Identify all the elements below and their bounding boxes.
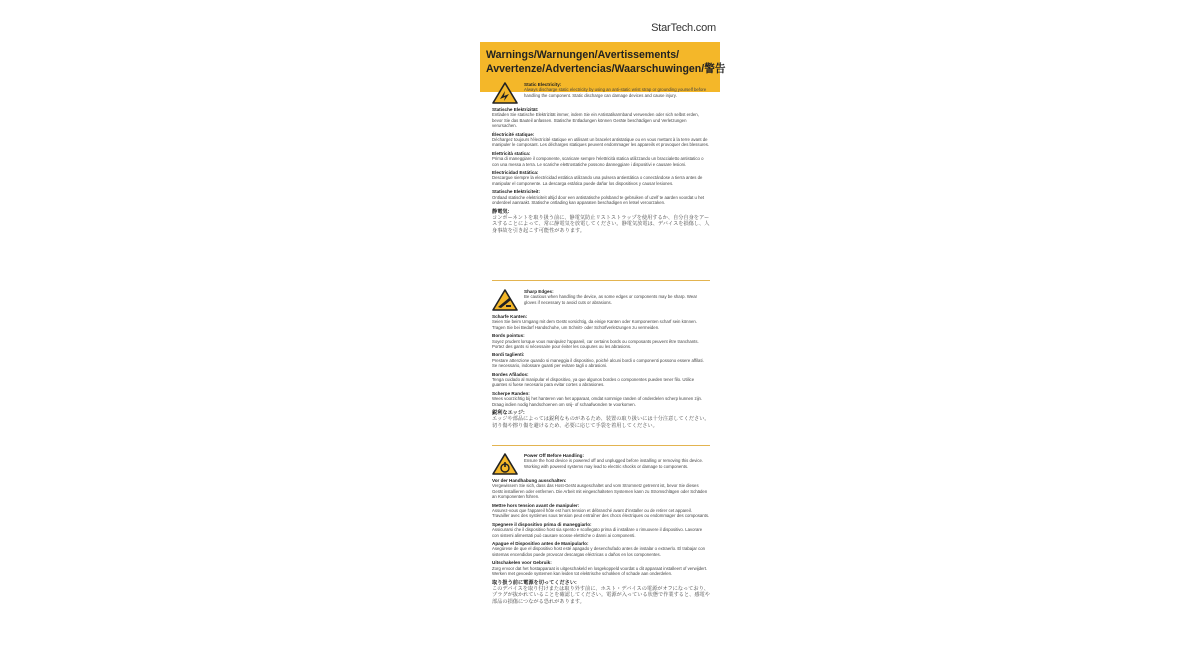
block-text: Prima di maneggiare il componente, scaricare sempre l'elettricità statica utilizzando un braccialetto antistatico o con una messa a terra. Le scariche elettrostatiche possono danneggiare i dispositivi e causare lesioni.	[492, 156, 704, 167]
block-title: 静電気:	[492, 208, 510, 215]
warning-block-es	[492, 372, 710, 388]
block-title: 取り扱う前に電源を切ってください:	[492, 579, 577, 586]
warning-block-nl	[492, 189, 710, 205]
block-title: Statische Elektriciteit:	[492, 189, 540, 195]
block-title: Apague el Dispositivo antes de Manipularlo:	[492, 541, 589, 547]
warnings-sheet	[480, 22, 726, 662]
block-text: Assurez-vous que l'appareil hôte est hors tension et débranché avant d'installer ou de retirer cet appareil. Travailler avec des systèmes sous tension peut entraîner des chocs électriques ou endommager des composants.	[492, 508, 710, 519]
section-heading: Sharp Edges:	[524, 289, 554, 294]
section-heading: Static Electricity:	[524, 82, 562, 87]
startech-logo: StarTech.com	[651, 22, 716, 34]
warning-block-it	[492, 151, 710, 167]
block-title: Scharfe Kanten:	[492, 314, 528, 319]
warning-block-fr	[492, 503, 710, 519]
sharp-edges-section	[492, 289, 710, 429]
warning-block-it	[492, 522, 710, 538]
block-title: Bords pointus:	[492, 333, 525, 339]
block-title: Mettre hors tension avant de manipuler:	[492, 502, 580, 508]
block-text: エッジや部品によっては鋭利なものがあるため、装置の取り扱いには十分注意してください。切り傷や擦り傷を避けるため、必要に応じて手袋を着用してください。	[492, 416, 710, 429]
block-title: Scherpe Randen:	[492, 390, 530, 396]
block-text: Zorg ervoor dat het hostapparaat is uitgeschakeld en losgekoppeld voordat u dit apparaat installeert of verwijdert. Werken met gevoede systemen kan leiden tot elektrische schokken of schade aan onderdelen.	[492, 565, 708, 577]
section-heading-text: Ensure the host device is powered off and unplugged before installing or removing this device. Working with powered systems may lead to electric shocks or damage to components.	[524, 458, 704, 469]
block-text: Soyez prudent lorsque vous manipulez l'appareil, car certains bords ou composants peuvent être tranchants. Portez des gants si nécessaire pour éviter les coupures ou les abrasions.	[492, 338, 699, 350]
block-title: Électricité statique:	[492, 131, 535, 137]
section-divider	[492, 445, 710, 446]
block-text: Asegúrese de que el dispositivo host esté apagado y desenchufado antes de instalar o extraerlo. El trabajar con sistemas encendidos puede provocar descargas eléctricas o daños en los componentes.	[492, 546, 706, 557]
warning-block-jp	[492, 209, 710, 235]
section-heading: Power Off Before Handling:	[524, 453, 584, 458]
block-text: Descargue siempre la electricidad estática utilizando una pulsera antiestática o conectándose a tierra antes de manipular el componente. La descarga estática puede dañar los dispositivos y causar lesiones.	[492, 175, 703, 186]
block-text: Entladen Sie statische Elektrizität immer, indem Sie ein Antistatikarmband verwenden oder sich selbst erden, bevor Sie das Bauteil anfassen. Statische Entladungen können Geräte beschädigen und Verletzungen verursachen.	[492, 112, 699, 129]
block-title: Elettricità statica:	[492, 150, 531, 156]
warning-block-de	[492, 478, 710, 500]
warning-block-nl	[492, 560, 710, 576]
block-title: Electricidad Estática:	[492, 170, 539, 176]
block-text: Tenga cuidado al manipular el dispositivo, ya que algunos bordes o componentes pueden tener filo. Utilice guantes si fuese necesario para evitar cortes o abrasiones.	[492, 377, 695, 388]
block-title: Bordes Afilados:	[492, 371, 529, 377]
block-title: Spegnere il dispositivo prima di maneggiarlo:	[492, 521, 592, 527]
block-text: このデバイスを取り付けまたは取り外す前に、ホスト・デバイスの電源がオフになっており、プラグが抜かれていることを確認してください。電源が入っている状態で作業すると、感電や部品の損傷につながる恐れがあります。	[492, 585, 710, 605]
block-title: 鋭利なエッジ:	[492, 410, 525, 417]
section-heading-text: Be cautious when handling the device, as some edges or components may be sharp. Wear gloves if necessary to avoid cuts or abrasions.	[524, 294, 698, 305]
warning-block-jp	[492, 580, 710, 606]
block-text: Seien Sie beim Umgang mit dem Gerät vorsichtig, da einige Kanten oder Komponenten scharf sein können. Tragen Sie bei Bedarf Handschuhe, um Schnitt- oder Schürfverletzungen zu vermeiden.	[492, 319, 697, 330]
static-electricity-warning-icon	[492, 82, 518, 104]
power-off-section	[492, 453, 710, 605]
warning-block-it	[492, 352, 710, 368]
block-title: Statische Elektrizität:	[492, 107, 539, 112]
warning-block-es	[492, 170, 710, 186]
block-text: Vergewissern Sie sich, dass das Host-Gerät ausgeschaltet und vom Stromnetz getrennt ist, bevor Sie dieses Gerät installieren oder entfernen. Die Arbeit mit eingeschalteten Systemen kann zu Stromschlägen oder Schäden an Komponenten führen.	[492, 483, 708, 500]
warning-block-fr	[492, 333, 710, 349]
warning-block-jp	[492, 410, 710, 429]
banner-title-line-2: Avvertenze/Advertencias/Waarschuwingen/警告	[486, 63, 726, 75]
warning-block-nl	[492, 391, 710, 407]
block-text: Prestare attenzione quando si maneggia il dispositivo, poiché alcuni bordi o componenti possono essere affilati. Se necessario, indossare guanti per evitare tagli o abrasioni.	[492, 357, 704, 369]
warning-block-de	[492, 107, 710, 129]
warning-block-es	[492, 541, 710, 557]
block-text: Ontlaad statische elektriciteit altijd door een antistatische polsband te gebruiken of uzelf te aarden voordat u het onderdeel aanraakt. Statische ontlading kan apparaten beschadigen en letsel veroorzaken.	[492, 194, 705, 206]
section-heading-text: Always discharge static electricity by using an anti-static wrist strap or grounding yourself before handling the component. Static discharge can damage devices and cause injury.	[524, 87, 707, 98]
banner-title-line-1: Warnings/Warnungen/Avertissements/	[486, 49, 680, 61]
block-title: Bordi taglienti:	[492, 352, 525, 358]
block-text: コンポーネントを取り扱う前に、静電気防止リストストラップを使用するか、自分自身をアースすることによって、常に静電気を放電してください。静電気放電は、デバイスを損傷し、人身事故を引き起こす可能性があります。	[492, 214, 710, 234]
block-title: Uitschakelen voor Gebruik:	[492, 560, 552, 566]
sharp-edges-warning-icon	[492, 289, 518, 311]
warning-block-fr	[492, 132, 710, 148]
block-text: Wees voorzichtig bij het hanteren van het apparaat, omdat sommige randen of onderdelen scherp kunnen zijn. Draag indien nodig handschoenen om snij- of schaafwonden te voorkomen.	[492, 396, 703, 407]
static-electricity-section	[492, 82, 710, 234]
block-text: Déchargez toujours l'électricité statique en utilisant un bracelet antistatique ou en vous mettant à la terre avant de manipuler le composant. Les décharges statiques peuvent endommager les appareils et provoquer des blessures.	[492, 137, 710, 148]
block-title: Vor der Handhabung ausschalten:	[492, 478, 567, 483]
power-off-warning-icon	[492, 453, 518, 475]
block-text: Assicurarsi che il dispositivo host sia spento e scollegato prima di installare o rimuovere il dispositivo. Lavorare con sistemi alimentati può causare scosse elettriche o danni ai componenti.	[492, 527, 703, 538]
warning-block-de	[492, 314, 710, 330]
section-divider	[492, 280, 710, 281]
